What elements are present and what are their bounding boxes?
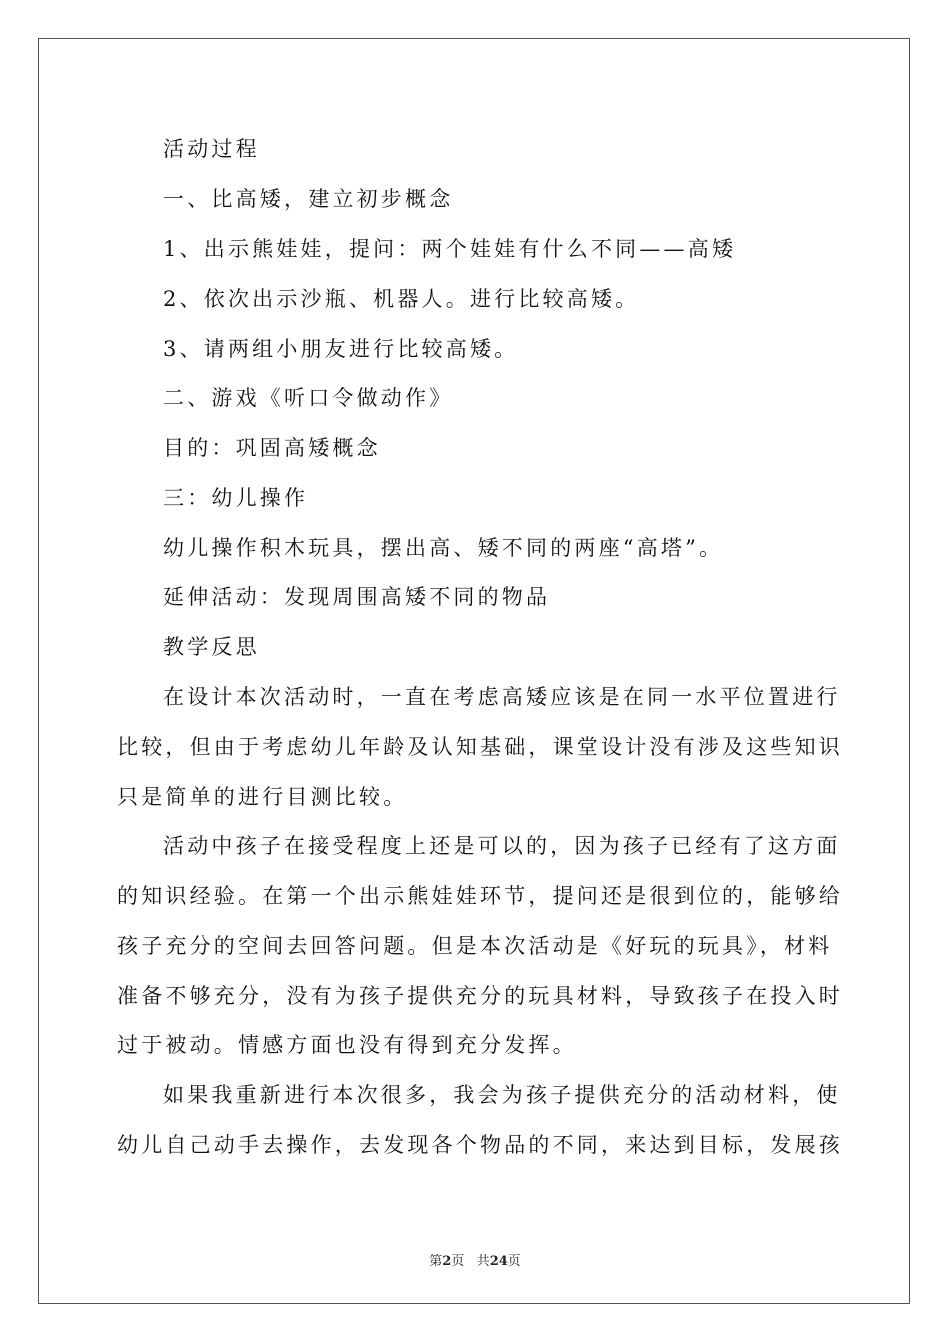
page-footer (0, 1250, 950, 1269)
goal-line: 目的：巩固高矮概念 (163, 436, 381, 460)
section-1-title: 一、比高矮，建立初步概念 (163, 187, 454, 211)
paragraph-3-line: 幼儿自己动手去操作，去发现各个物品的不同，来达到目标，发展孩 (117, 1133, 843, 1157)
step-1: 1、出示熊娃娃，提问：两个娃娃有什么不同——高矮 (163, 237, 737, 261)
footer-current-page: 2 (442, 1254, 452, 1269)
footer-total-pages: 24 (489, 1254, 508, 1269)
step-2: 2、依次出示沙瓶、机器人。进行比较高矮。 (163, 287, 640, 311)
paragraph-2-line: 的知识经验。在第一个出示熊娃娃环节，提问还是很到位的，能够给 (117, 884, 843, 908)
paragraph-1-line: 只是简单的进行目测比较。 (117, 785, 408, 809)
paragraph-3-line: 如果我重新进行本次很多，我会为孩子提供充分的活动材料，使 (163, 1083, 841, 1107)
operation-line: 幼儿操作积木玩具，摆出高、矮不同的两座“高塔”。 (163, 536, 724, 560)
footer-page-prefix: 第 (429, 1254, 443, 1269)
heading-activity-process: 活动过程 (163, 137, 260, 161)
paragraph-1-line: 比较，但由于考虑幼儿年龄及认知基础，课堂设计没有涉及这些知识 (117, 735, 843, 759)
paragraph-1-line: 在设计本次活动时，一直在考虑高矮应该是在同一水平位置进行 (163, 685, 841, 709)
step-3: 3、请两组小朋友进行比较高矮。 (163, 337, 519, 361)
extension-activity: 延伸活动：发现周围高矮不同的物品 (163, 585, 551, 609)
footer-total-suffix: 页 (507, 1254, 521, 1269)
paragraph-2-line: 过于被动。情感方面也没有得到充分发挥。 (117, 1033, 577, 1057)
footer-total-prefix: 共 (476, 1254, 490, 1269)
page-border (38, 38, 910, 1304)
heading-teaching-reflection: 教学反思 (163, 635, 260, 659)
section-2-title: 二、游戏《听口令做动作》 (163, 386, 454, 410)
paragraph-2-line: 孩子充分的空间去回答问题。但是本次活动是《好玩的玩具》，材料 (117, 934, 833, 958)
paragraph-2-line: 活动中孩子在接受程度上还是可以的，因为孩子已经有了这方面 (163, 834, 841, 858)
paragraph-2-line: 准备不够充分，没有为孩子提供充分的玩具材料，导致孩子在投入时 (117, 984, 843, 1008)
section-3-title: 三：幼儿操作 (163, 486, 309, 510)
footer-page-suffix: 页 (451, 1254, 465, 1269)
